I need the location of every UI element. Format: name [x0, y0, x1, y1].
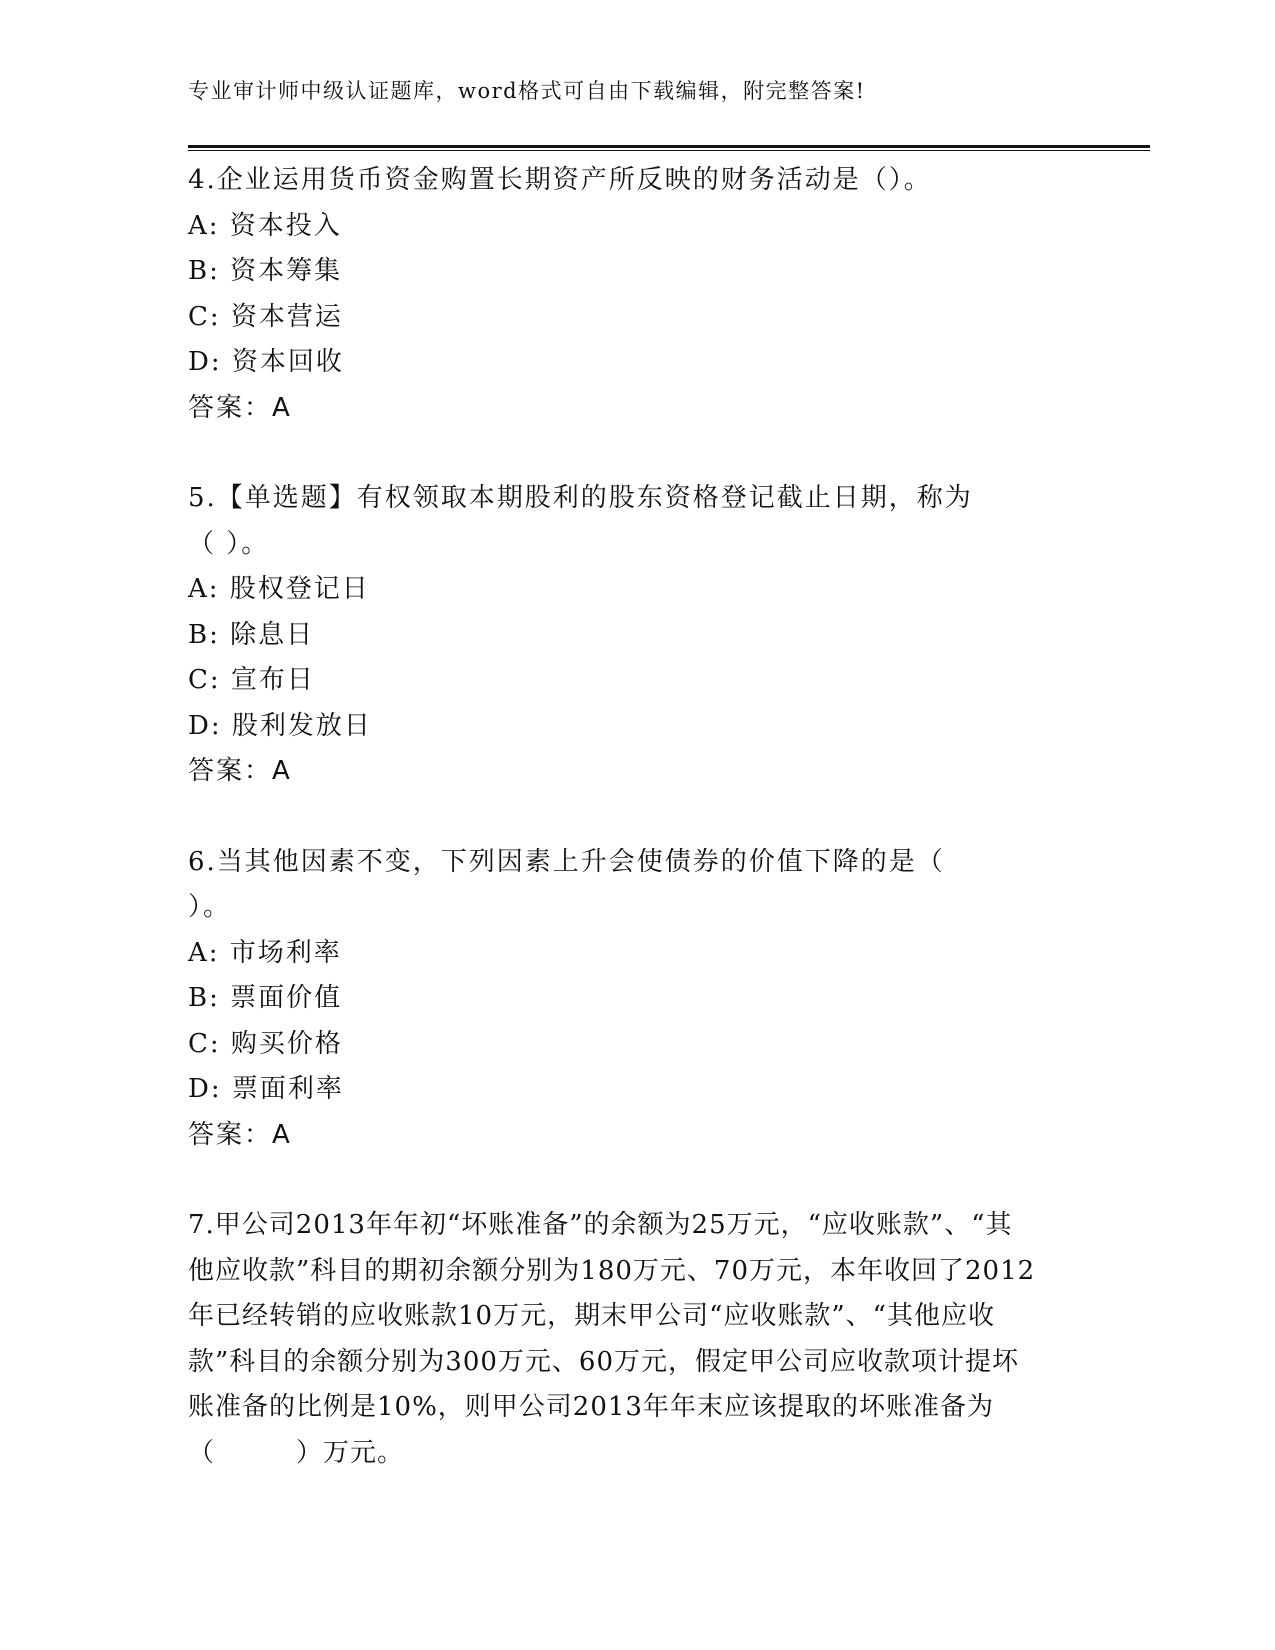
answer: 答案：A: [188, 392, 292, 423]
answer: 答案：A: [188, 1119, 292, 1150]
question-list: [188, 158, 1068, 1521]
option-c: C: 资本营运: [188, 301, 343, 332]
option-a: A: 资本投入: [188, 210, 342, 241]
question-stem: 4.企业运用货币资金购置长期资产所反映的财务活动是（）。: [188, 165, 932, 195]
header-divider-thin: [188, 150, 1150, 151]
option-b: B: 票面价值: [188, 983, 343, 1013]
option-b: B: 除息日: [188, 619, 315, 650]
answer: 答案：A: [188, 756, 292, 786]
question-7: [188, 1203, 1068, 1476]
question-stem: 7.甲公司2013年年初“坏账准备”的余额为25万元，“应收账款”、“其他应收款”科目的期初余额分别为180万元、70万元，本年收回了2012年已经转销的应收账款10万元，期末甲公司“应收账款”、“其他应收款”科目的余额分别为300万元、60万元，假定甲公司应收款项计提坏账准备的比例是10%，则甲公司2013年年末应该提取的坏账准备为（ ）万元。: [188, 1210, 1036, 1468]
option-d: D: 票面利率: [188, 1074, 344, 1104]
option-c: C: 购买价格: [188, 1028, 343, 1059]
question-stem: 5.【单选题】有权领取本期股利的股东资格登记截止日期，称为（ ）。: [188, 483, 973, 559]
option-a: A: 股权登记日: [188, 574, 370, 604]
page-header: 专业审计师中级认证题库，word格式可自由下载编辑，附完整答案!: [188, 79, 866, 103]
header-divider-thick: [188, 145, 1150, 148]
question-5: [188, 476, 1068, 795]
option-c: C: 宣布日: [188, 665, 315, 695]
question-6: [188, 840, 1068, 1159]
option-b: B: 资本筹集: [188, 256, 343, 286]
option-d: D: 股利发放日: [188, 710, 372, 741]
option-d: D: 资本回收: [188, 347, 344, 377]
option-a: A: 市场利率: [188, 937, 342, 968]
question-stem: 6.当其他因素不变，下列因素上升会使债券的价值下降的是（ ）。: [188, 846, 945, 922]
question-4: [188, 158, 1068, 431]
